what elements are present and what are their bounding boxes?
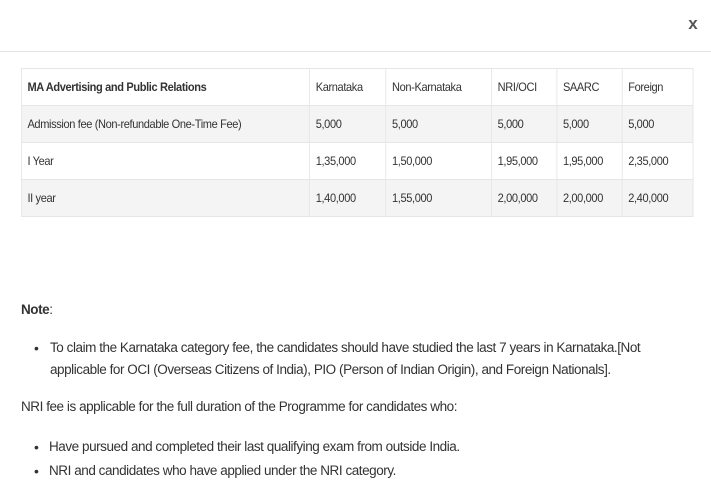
header-karnataka: Karnataka <box>310 69 386 106</box>
table-cell: 5,000 <box>386 106 492 143</box>
header-programme: MA Advertising and Public Relations <box>21 69 309 106</box>
table-cell: 1,95,000 <box>557 143 622 180</box>
list-item: • NRI and candidates who have applied under the NRI category. <box>21 459 696 483</box>
table-cell: 5,000 <box>622 106 693 143</box>
note-list <box>21 337 696 381</box>
modal-body <box>0 52 711 217</box>
nri-list <box>21 435 696 483</box>
note-heading <box>21 302 696 317</box>
table-cell: II year <box>21 180 309 217</box>
table-row <box>21 106 693 143</box>
table-cell: 1,40,000 <box>310 180 386 217</box>
table-cell: 5,000 <box>492 106 557 143</box>
table-cell: 1,35,000 <box>310 143 386 180</box>
table-cell: 1,95,000 <box>492 143 557 180</box>
header-foreign: Foreign <box>622 69 693 106</box>
fee-table <box>21 68 694 217</box>
table-cell: 2,00,000 <box>492 180 557 217</box>
table-header-row <box>21 69 693 106</box>
note-heading-text: Note <box>21 302 50 317</box>
table-cell: 2,35,000 <box>622 143 693 180</box>
table-row <box>21 180 693 217</box>
table-cell: 2,00,000 <box>557 180 622 217</box>
table-cell: 1,50,000 <box>386 143 492 180</box>
table-cell: I Year <box>21 143 309 180</box>
table-cell: 5,000 <box>310 106 386 143</box>
note-heading-colon: : <box>49 302 53 317</box>
table-cell: 5,000 <box>557 106 622 143</box>
table-row <box>21 143 693 180</box>
header-non-karnataka: Non-Karnataka <box>386 69 492 106</box>
table-cell: 1,55,000 <box>386 180 492 217</box>
list-item: • Have pursued and completed their last qualifying exam from outside India. <box>21 435 696 459</box>
table-cell: Admission fee (Non-refundable One-Time Fee) <box>21 106 309 143</box>
table-cell: 2,40,000 <box>622 180 693 217</box>
header-saarc: SAARC <box>557 69 622 106</box>
modal-header <box>0 0 711 52</box>
nri-paragraph: NRI fee is applicable for the full duration of the Programme for candidates who: <box>21 399 457 414</box>
notes-section <box>21 302 696 483</box>
list-item: • To claim the Karnataka category fee, the candidates should have studied the last 7 years in Karnataka.[Not applicable for OCI (Overseas Citizens of India), PIO (Person of Indian Origin), and Foreign Nationals]. <box>21 337 696 381</box>
close-icon[interactable]: x <box>688 14 698 33</box>
header-nri-oci: NRI/OCI <box>492 69 557 106</box>
